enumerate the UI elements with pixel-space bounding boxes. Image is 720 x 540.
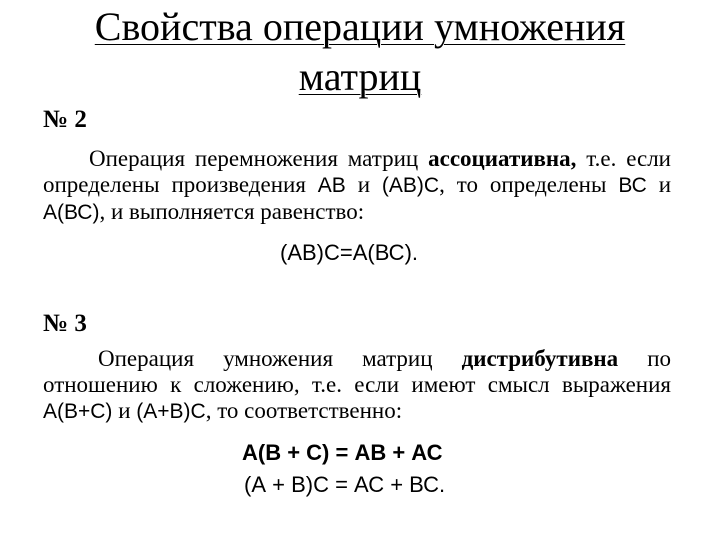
section-3-text-end: , то соответственно: bbox=[205, 398, 403, 423]
section-3-paragraph bbox=[43, 346, 671, 425]
section-3-text-and: и bbox=[112, 398, 137, 423]
section-2-text-and-2: и bbox=[646, 172, 672, 197]
section-2-text-then: , то определены bbox=[439, 172, 619, 197]
section-2-text-mid: т.е. если определены произведения bbox=[43, 146, 671, 197]
slide-title: Свойства операции умножения матриц bbox=[94, 4, 626, 99]
section-2-formula: (АВ)С=А(ВС). bbox=[280, 240, 419, 265]
section-2-property: ассоциативна, bbox=[428, 146, 577, 171]
section-2-expr-ab: АВ bbox=[317, 174, 346, 197]
section-2-paragraph bbox=[43, 146, 671, 226]
section-2-text-and-1: и bbox=[345, 172, 382, 197]
section-2-text-end: , и выполняется равенство: bbox=[99, 199, 365, 224]
section-number-2: № 2 bbox=[43, 106, 87, 133]
section-3-intro: Операция умножения матриц bbox=[98, 346, 462, 371]
section-3-expr-1: А(В+С) bbox=[43, 400, 113, 423]
section-3-formula-1: А(В + С) = АВ + АС bbox=[242, 440, 443, 465]
section-3-formula-2: (А + В)С = АС + ВС. bbox=[244, 472, 446, 497]
section-2-intro: Операция перемножения матриц bbox=[89, 146, 429, 171]
section-3-expr-2: (А+В)С bbox=[136, 400, 206, 423]
section-number-3: № 3 bbox=[43, 310, 87, 337]
section-2-expr-a-bc: А(ВС) bbox=[43, 201, 100, 224]
section-3-property: дистрибутивна bbox=[461, 346, 619, 371]
section-2-expr-bc: ВС bbox=[618, 174, 647, 197]
section-2-expr-ab-c: (АВ)С bbox=[381, 174, 440, 197]
section-3-text-mid: по отношению к сложению, т.е. если имеют смысл выражения bbox=[43, 346, 671, 397]
